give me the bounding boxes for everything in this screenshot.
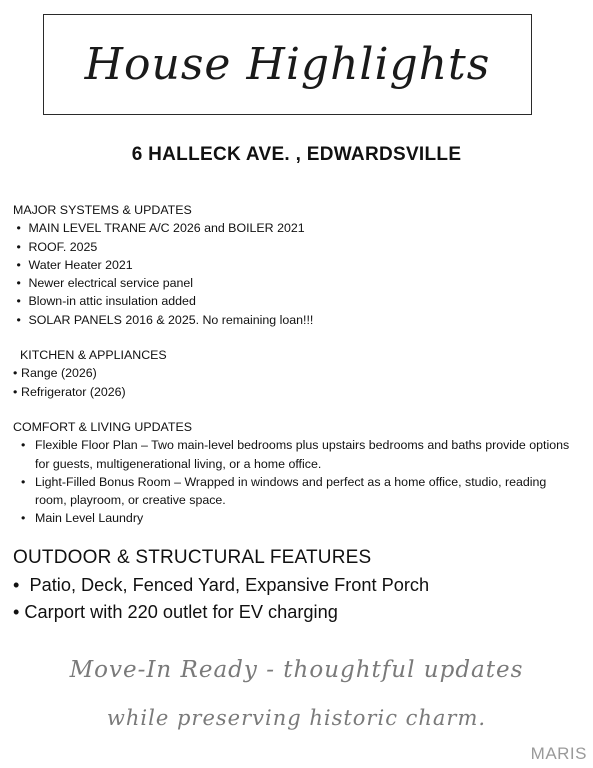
list-item: • MAIN LEVEL TRANE A/C 2026 and BOILER 2021 [16,221,305,236]
comfort-section [13,418,575,528]
list-item: • Patio, Deck, Fenced Yard, Expansive Front Porch [13,575,430,595]
property-address: 6 HALLECK AVE. , EDWARDSVILLE [131,144,462,165]
section-heading: MAJOR SYSTEMS & UPDATES [13,203,192,217]
list-item: • ROOF. 2025 [16,239,98,254]
list-item: • Carport with 220 outlet for EV charging [13,602,338,622]
page-title: House Highlights [84,39,491,90]
list-item: • Blown-in attic insulation added [16,294,196,309]
list-item: • Newer electrical service panel [16,276,194,291]
list-item: • Main Level Laundry [13,509,575,527]
major-systems-section [13,201,313,329]
list-item: • SOLAR PANELS 2016 & 2025. No remaining loan!!! [16,312,314,327]
title-box [43,14,532,115]
tagline-line-1: Move-In Ready - thoughtful updates [69,657,524,683]
section-heading: OUTDOOR & STRUCTURAL FEATURES [13,547,372,568]
list-item: • Water Heater 2021 [16,257,133,272]
comfort-list [13,436,575,527]
tagline-line-2: while preserving historic charm. [106,706,487,730]
list-item: • Range (2026) [13,366,97,381]
list-item: • Light-Filled Bonus Room – Wrapped in windows and perfect as a home office, studio, reading room, playroom, or creative space. [13,473,575,510]
section-heading: KITCHEN & APPLIANCES [20,348,167,362]
section-heading: COMFORT & LIVING UPDATES [13,420,193,434]
watermark: MARIS [530,744,587,763]
list-item: • Refrigerator (2026) [13,384,126,399]
list-item: • Flexible Floor Plan – Two main-level bedrooms plus upstairs bedrooms and baths provide options for guests, multigenerational living, or a home office. [13,436,575,473]
kitchen-section [13,346,167,401]
